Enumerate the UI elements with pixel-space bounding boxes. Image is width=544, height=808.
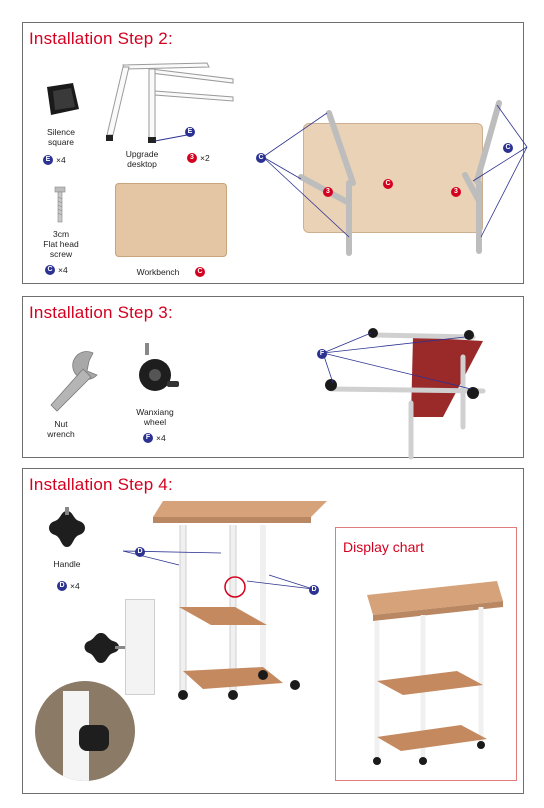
step3-frame-diagram (323, 327, 503, 457)
workbench-label: Workbench (136, 267, 180, 277)
screw-label: 3cm Flat head screw (43, 229, 79, 259)
step4-title: Installation Step 4: (29, 475, 173, 494)
diagram-badge-c-right: C (503, 143, 513, 153)
silence-square-qty: E ×4 (43, 155, 66, 165)
silence-square-label: Silence square (47, 127, 75, 147)
detail-post (125, 599, 155, 695)
step4-panel (22, 468, 524, 794)
handle-icon (45, 507, 89, 551)
diagram-badge-3-left: 3 (323, 187, 333, 197)
handle-qty: D ×4 (57, 581, 80, 591)
nut-wrench-icon (43, 347, 103, 417)
wrench-label: Nut wrench (47, 419, 75, 439)
diagram-badge-c-left: C (256, 153, 266, 163)
step2-title: Installation Step 2: (29, 29, 173, 48)
upgrade-desktop-qty: 3 ×2 (187, 153, 210, 163)
workbench-badge: C (195, 267, 205, 277)
step3-title: Installation Step 3: (29, 303, 173, 322)
step4-badge-d-left: D (135, 547, 145, 557)
step2-legs-diagram (253, 83, 523, 253)
handle-label: Handle (53, 559, 81, 569)
workbench-board (115, 183, 227, 257)
detail-knob-icon (83, 629, 127, 669)
silence-square-icon (43, 79, 83, 119)
screw-qty: C ×4 (45, 265, 68, 275)
screw-icon (51, 187, 71, 227)
wheel-qty: F ×4 (143, 433, 166, 443)
step4-badge-d-right: D (309, 585, 319, 595)
detail-closeup-circle (35, 681, 135, 781)
diagram-badge-3-right: 3 (451, 187, 461, 197)
diagram-badge-c-center: C (383, 179, 393, 189)
step2-panel (22, 22, 524, 284)
badge-e: E (43, 155, 53, 165)
upgrade-desktop-label: Upgrade desktop (125, 149, 159, 169)
upgrade-desktop-icon (103, 57, 243, 147)
desktop-badge-e: E (185, 127, 195, 137)
step3-panel (22, 296, 524, 458)
wheel-label: Wanxiang wheel (136, 407, 174, 427)
wanxiang-wheel-icon (131, 343, 187, 399)
step4-desk-diagram (123, 495, 353, 705)
display-chart-desk (347, 573, 507, 769)
step3-badge-f: F (317, 349, 327, 359)
display-chart-title: Display chart (343, 539, 424, 555)
